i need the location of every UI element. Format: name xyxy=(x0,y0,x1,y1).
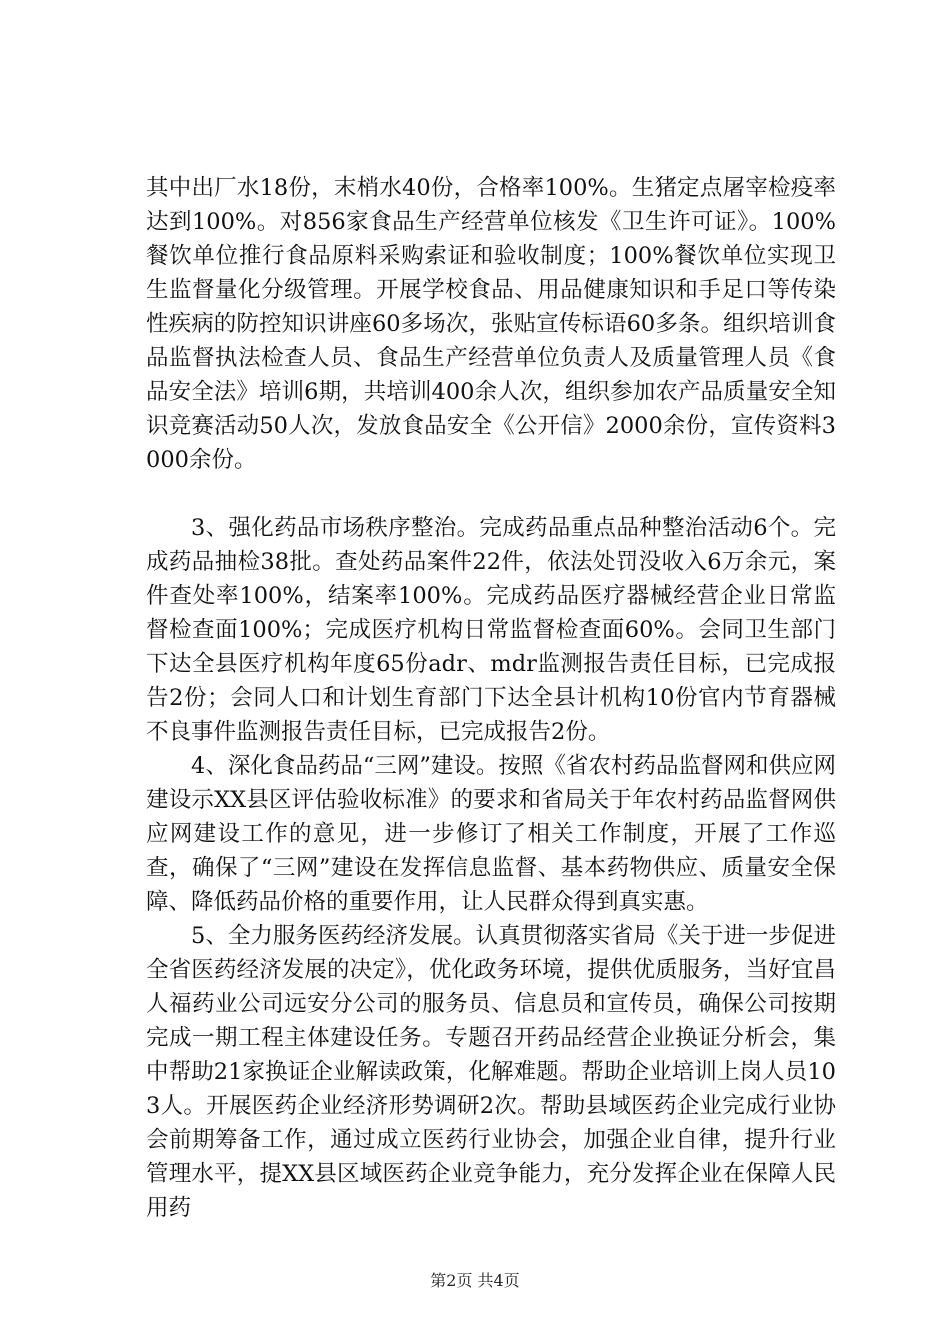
paragraph-item-4: 4、深化食品药品“三网”建设。按照《省农村药品监督网和供应网建设示XX县区评估验收标准》的要求和省局关于年农村药品监督网供应网建设工作的意见，进一步修订了相关工作制度，开展了工作巡查，确保了“三网”建设在发挥信息监督、基本药物供应、质量安全保障、降低药品价格的重要作用，让人民群众得到真实惠。 xyxy=(146,753,836,915)
paragraph-continuation: 其中出厂水18份，末梢水40份，合格率100%。生猪定点屠宰检疫率达到100%。对856家食品生产经营单位核发《卫生许可证》。100%餐饮单位推行食品原料采购索证和验收制度；100%餐饮单位实现卫生监督量化分级管理。开展学校食品、用品健康知识和手足口等传染性疾病的防控知识讲座60多场次，张贴宣传标语60多条。组织培训食品监督执法检查人员、食品生产经营单位负责人及质量管理人员《食品安全法》培训6期，共培训400余人次，组织参加农产品质量安全知识竞赛活动50人次，发放食品安全《公开信》2000余份，宣传资料3000余份。 xyxy=(146,175,836,473)
paragraph-item-5: 5、全力服务医药经济发展。认真贯彻落实省局《关于进一步促进全省医药经济发展的决定》，优化政务环境，提供优质服务，当好宜昌人福药业公司远安分公司的服务员、信息员和宣传员，确保公司按期完成一期工程主体建设任务。专题召开药品经营企业换证分析会，集中帮助21家换证企业解读政策，化解难题。帮助企业培训上岗人员103人。开展医药企业经济形势调研2次。帮助县域医药企业完成行业协会前期筹备工作，通过成立医药行业协会，加强企业自律，提升行业管理水平，提XX县区域医药企业竞争能力，充分发挥企业在保障人民用药 xyxy=(146,923,836,1221)
document-body xyxy=(146,171,836,1225)
paragraph-spacer xyxy=(146,477,836,511)
paragraph-item-3: 3、强化药品市场秩序整治。完成药品重点品种整治活动6个。完成药品抽检38批。查处药品案件22件，依法处罚没收入6万余元，案件查处率100%，结案率100%。完成药品医疗器械经营企业日常监督检查面100%；完成医疗机构日常监督检查面60%。会同卫生部门下达全县医疗机构年度65份adr、mdr监测报告责任目标，已完成报告2份；会同人口和计划生育部门下达全县计机构10份官内节育器械不良事件监测报告责任目标，已完成报告2份。 xyxy=(146,515,836,745)
page-number-footer: 第2页 共4页 xyxy=(430,1271,520,1290)
